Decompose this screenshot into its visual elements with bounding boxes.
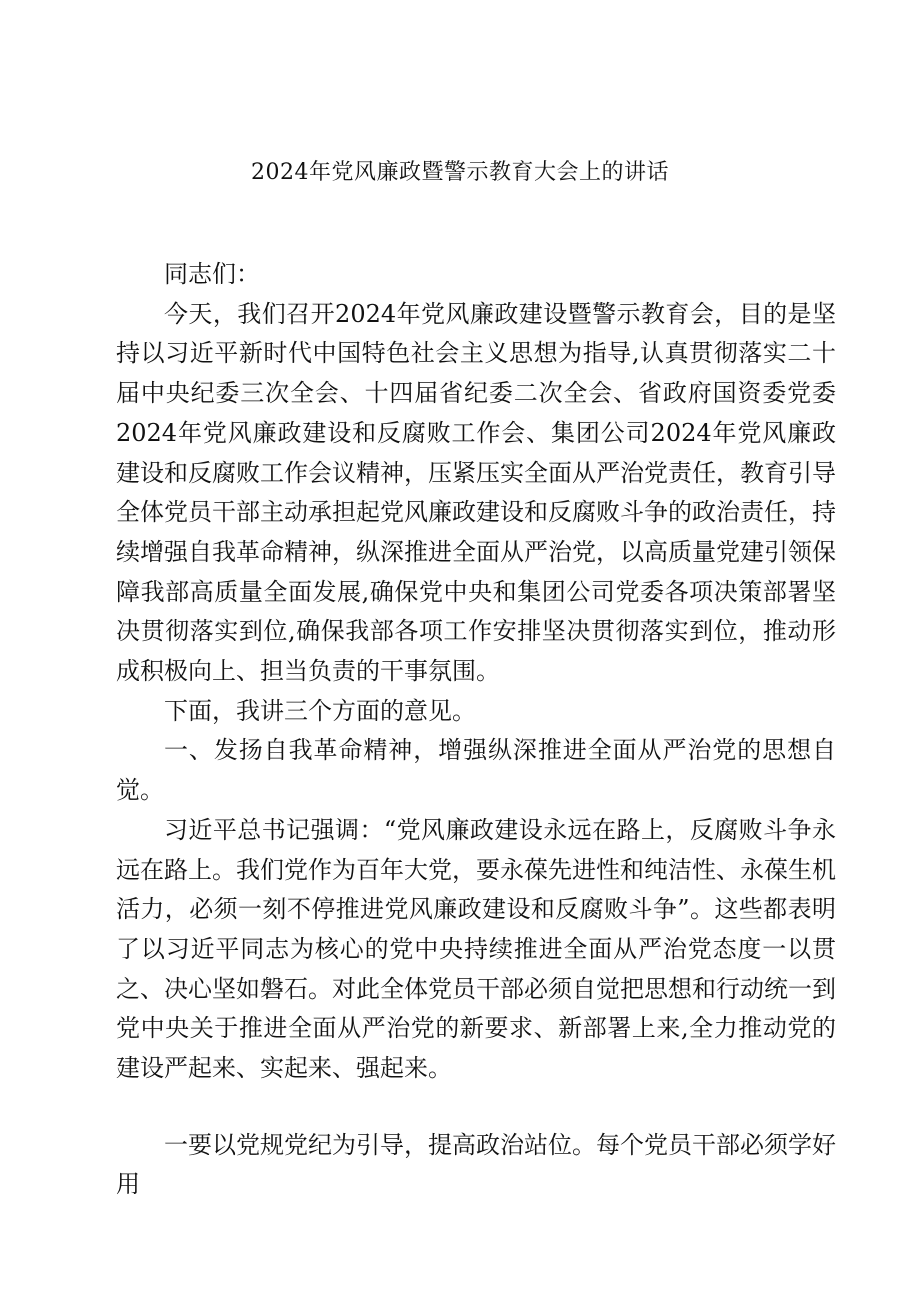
point-paragraph-1: 一要以党规党纪为引导，提高政治站位。每个党员干部必须学好用 [116, 1130, 836, 1199]
opening-paragraph: 今天，我们召开2024年党风廉政建设暨警示教育会，目的是坚持以习近平新时代中国特色社会主义思想为指导,认真贯彻落实二十届中央纪委三次全会、十四届省纪委二次全会、省政府国资委党委2024年党风廉政建设和反腐败工作会、集团公司2024年党风廉政建设和反腐败工作会议精神，压紧压实全面从严治党责任，教育引导全体党员干部主动承担起党风廉政建设和反腐败斗争的政治责任，持续增强自我革命精神，纵深推进全面从严治党，以高质量党建引领保障我部高质量全面发展,确保党中央和集团公司党委各项决策部署坚决贯彻落实到位,确保我部各项工作安排坚决贯彻落实到位，推动形成积极向上、担当负责的干事氛围。 [116, 299, 836, 686]
transition-paragraph: 下面，我讲三个方面的意见。 [164, 696, 476, 725]
section-heading-1: 一、发扬自我革命精神，增强纵深推进全面从严治党的思想自觉。 [116, 736, 836, 805]
document-title: 2024年党风廉政暨警示教育大会上的讲话 [251, 160, 669, 185]
document-body [116, 255, 836, 1205]
salutation-paragraph: 同志们： [164, 260, 260, 288]
quote-paragraph: 习近平总书记强调：“党风廉政建设永远在路上，反腐败斗争永远在路上。我们党作为百年大党，要永葆先进性和纯洁性、永葆生机活力，必须一刻不停推进党风廉政建设和反腐败斗争”。这些都表明了以习近平同志为核心的党中央持续推进全面从严治党态度一以贯之、决心坚如磐石。对此全体党员干部必须自觉把思想和行动统一到党中央关于推进全面从严治党的新要求、新部署上来,全力推动党的建设严起来、实起来、强起来。 [116, 815, 836, 1083]
